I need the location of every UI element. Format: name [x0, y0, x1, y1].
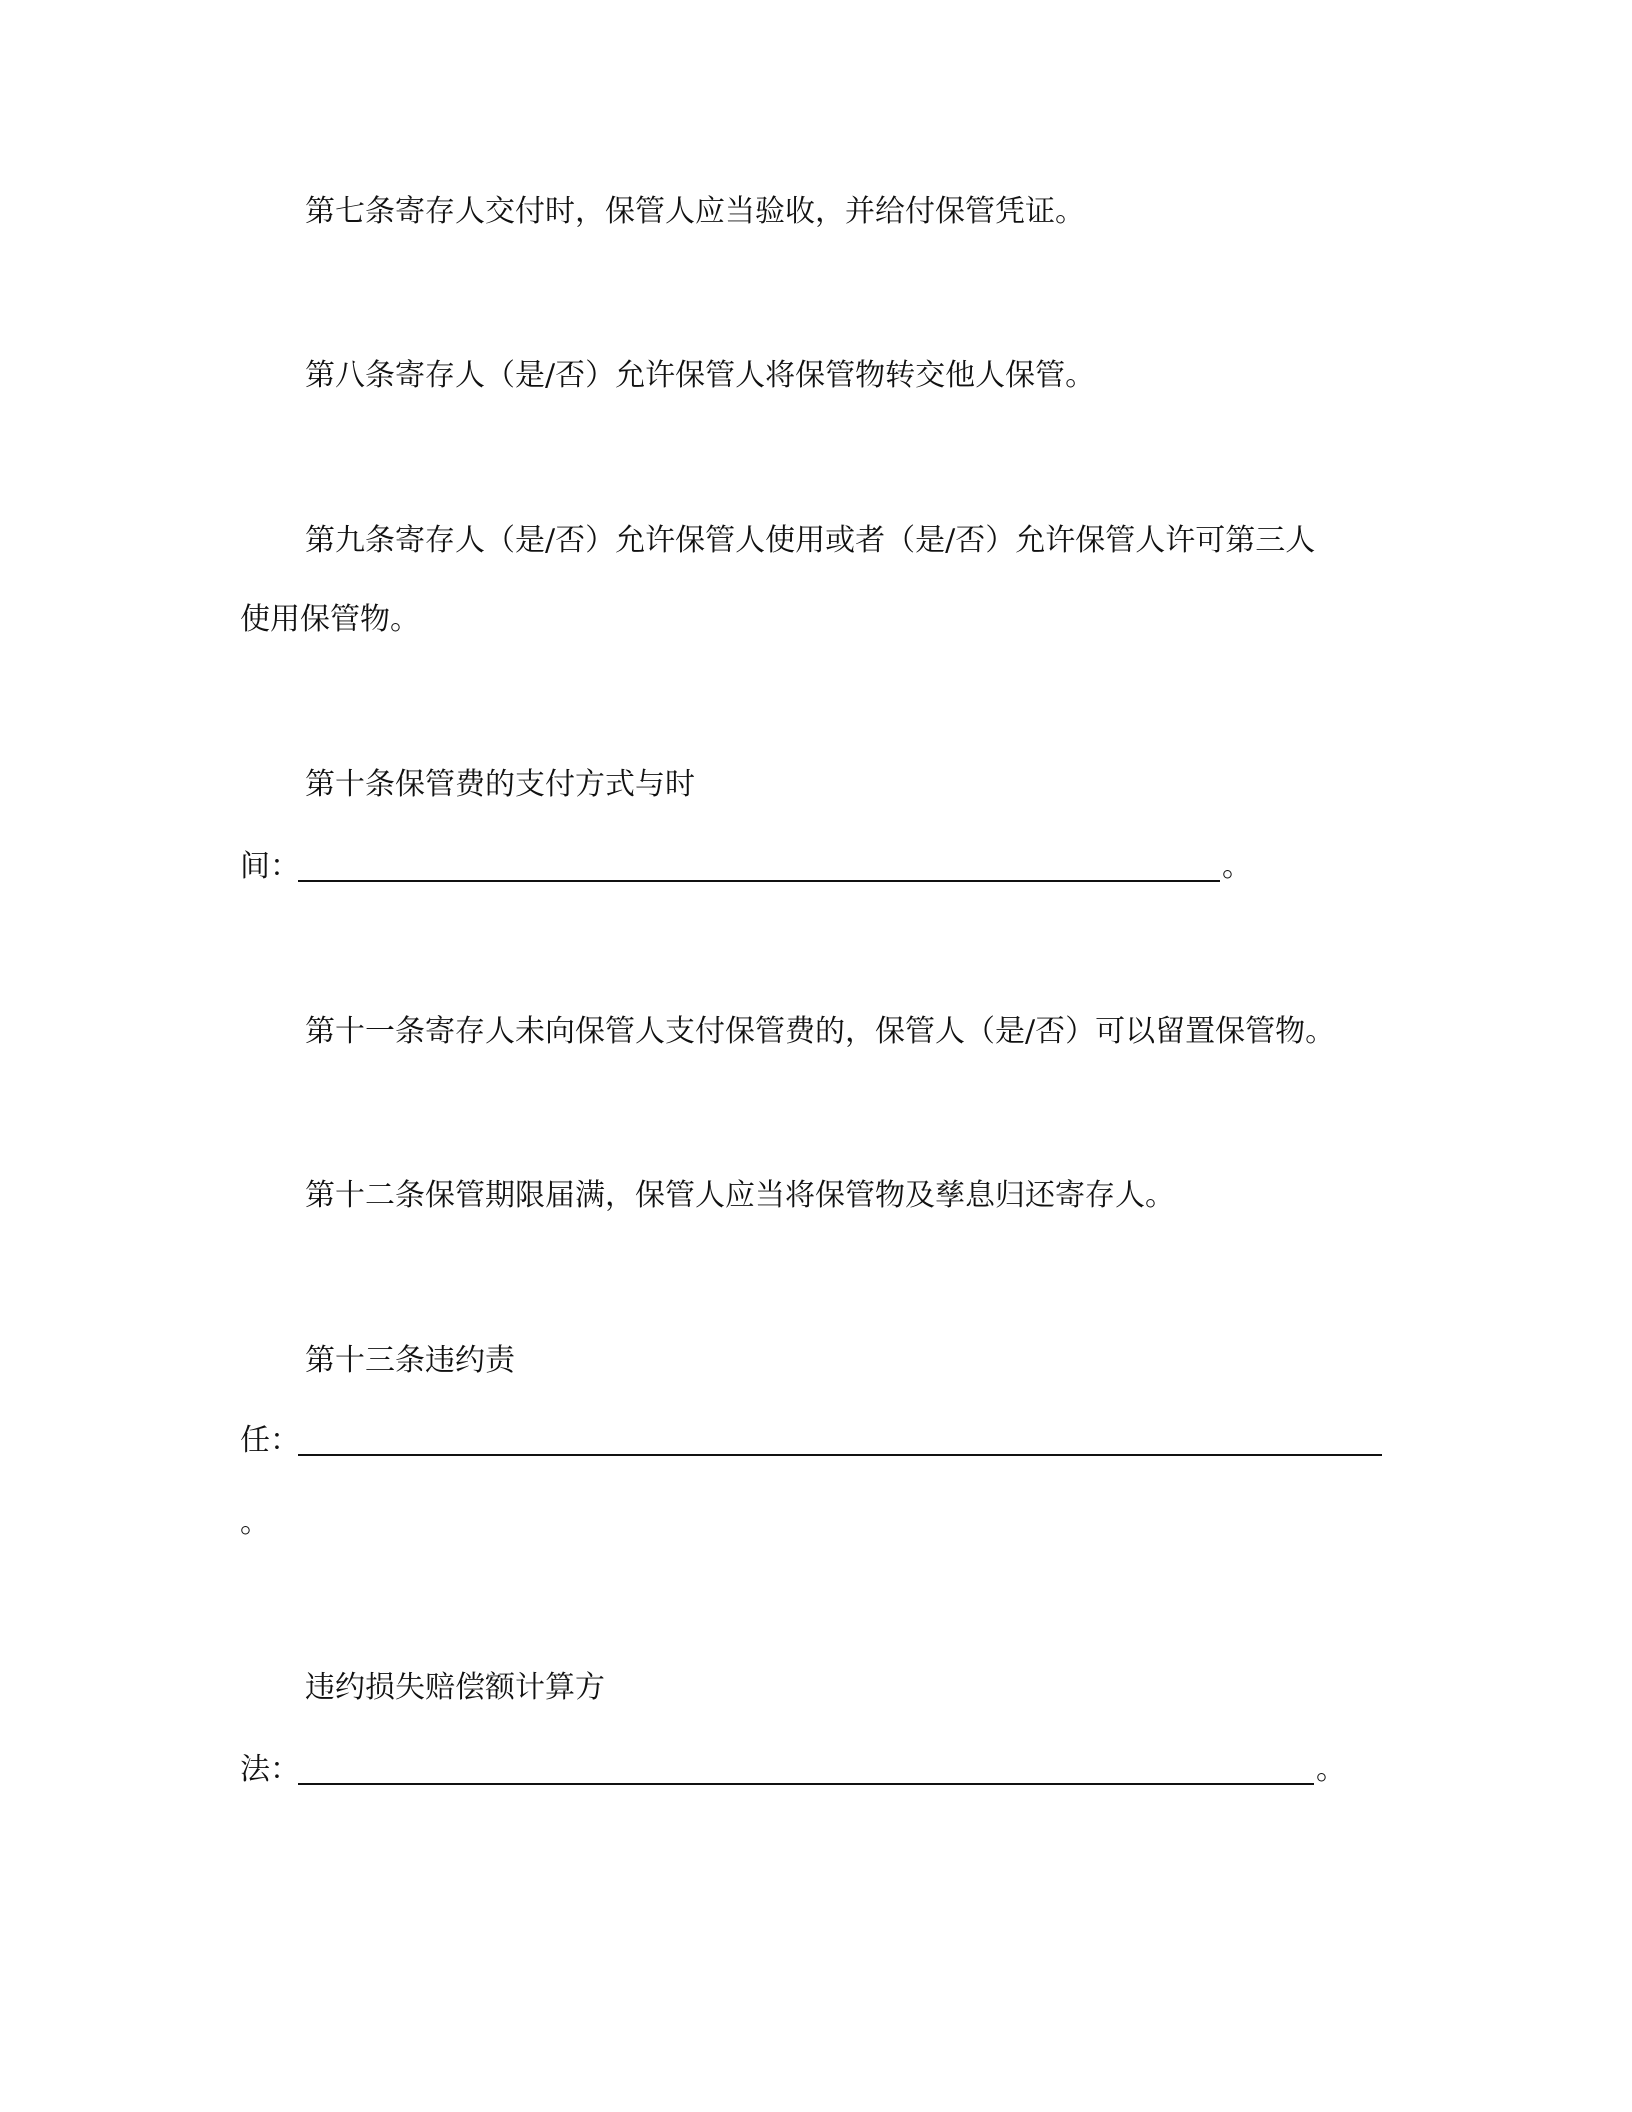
damages-line-1: 违约损失赔偿额计算方 [305, 1670, 605, 1705]
article-10-line-1: 第十条保管费的支付方式与时 [305, 767, 695, 802]
article-10-fill-blank [298, 880, 1220, 882]
article-9-line-2: 使用保管物。 [240, 602, 420, 637]
damages-period: 。 [1316, 1752, 1346, 1787]
article-10-prefix: 间： [240, 849, 300, 884]
damages-prefix: 法： [240, 1752, 300, 1787]
article-12: 第十二条保管期限届满，保管人应当将保管物及孳息归还寄存人。 [305, 1178, 1175, 1213]
article-13-line-1: 第十三条违约责 [305, 1343, 515, 1378]
article-10-period: 。 [1222, 849, 1252, 884]
article-7: 第七条寄存人交付时，保管人应当验收，并给付保管凭证。 [305, 194, 1085, 229]
article-13-fill-blank [298, 1454, 1382, 1456]
article-9-line-1: 第九条寄存人（是/否）允许保管人使用或者（是/否）允许保管人许可第三人 [305, 523, 1316, 558]
article-8: 第八条寄存人（是/否）允许保管人将保管物转交他人保管。 [305, 358, 1096, 393]
article-13-period: 。 [240, 1505, 270, 1540]
damages-fill-blank [298, 1783, 1314, 1785]
article-11: 第十一条寄存人未向保管人支付保管费的，保管人（是/否）可以留置保管物。 [305, 1014, 1336, 1049]
article-13-prefix: 任： [240, 1423, 300, 1458]
